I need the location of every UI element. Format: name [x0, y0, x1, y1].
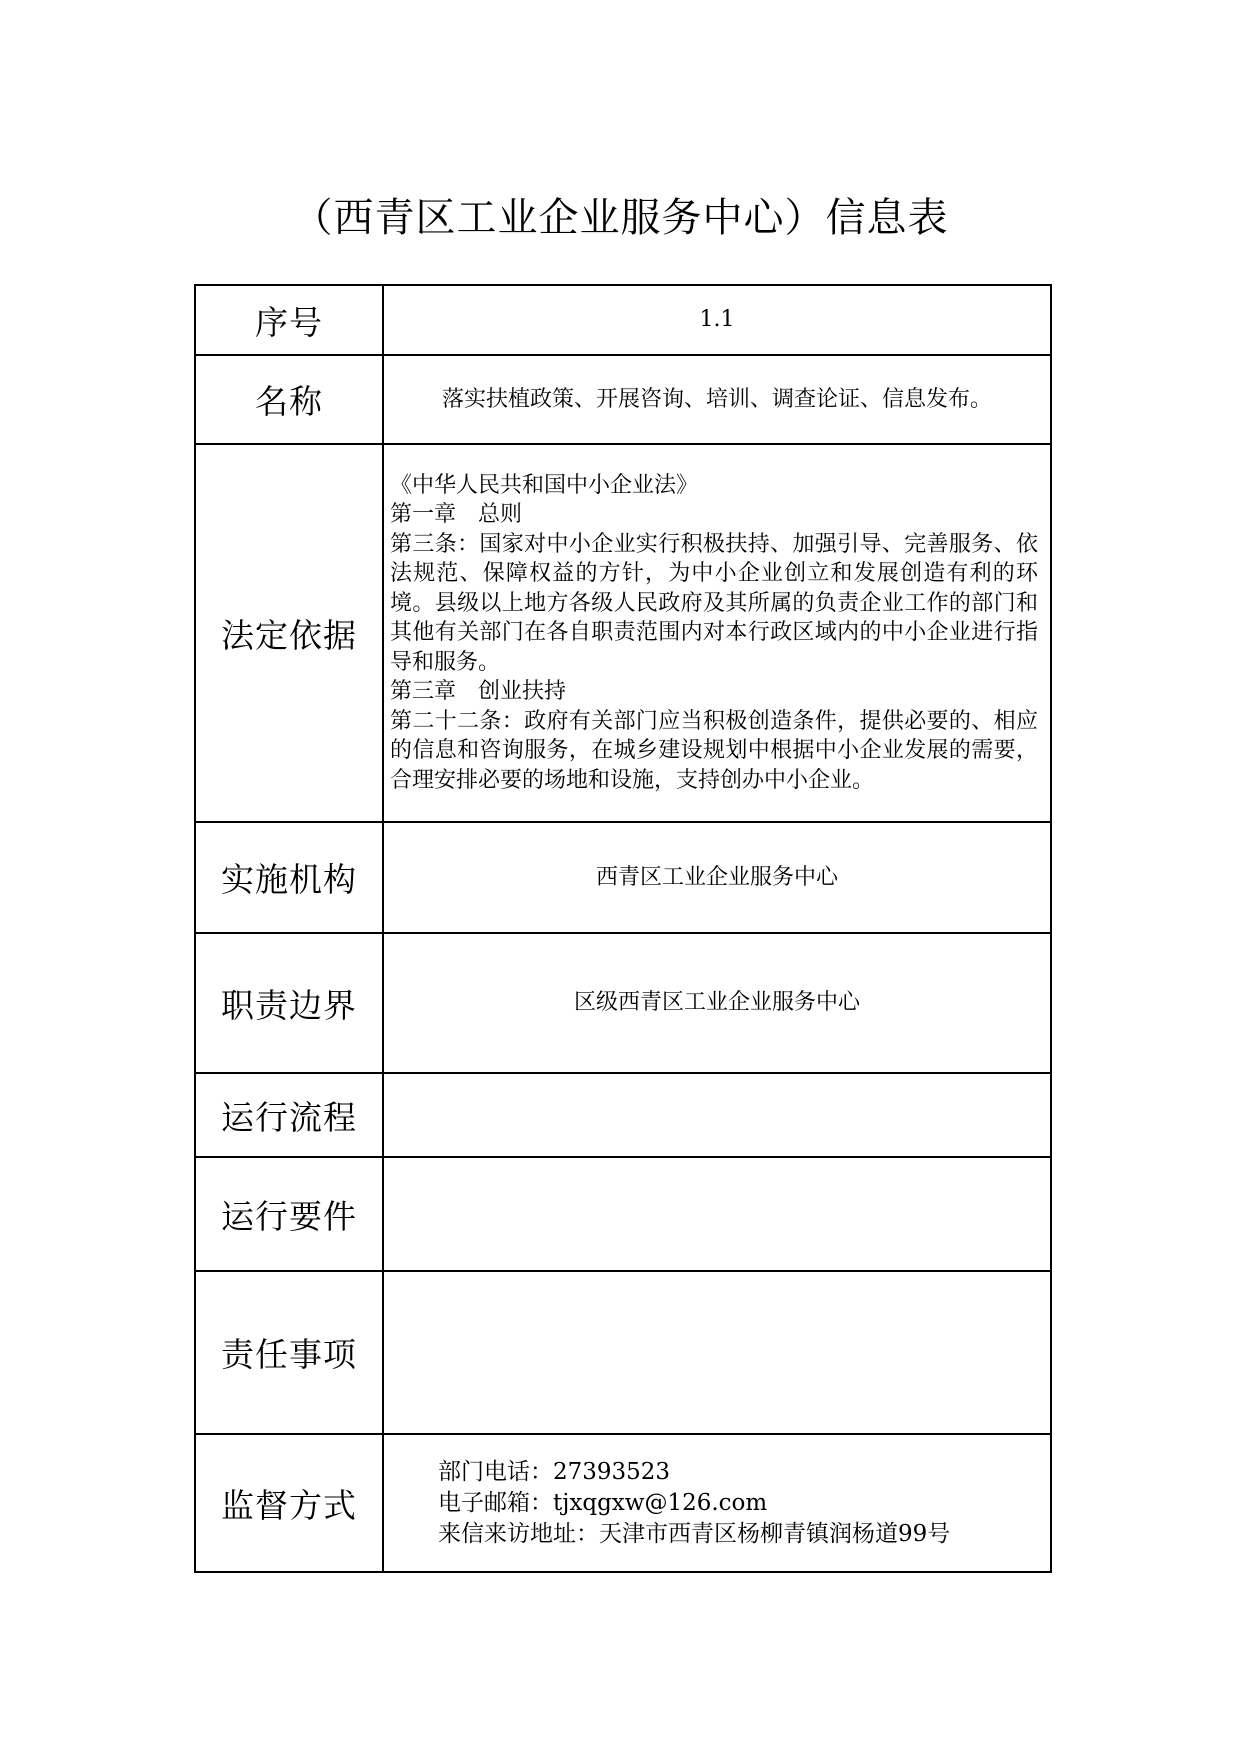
boundary-value: 区级西青区工业企业服务中心 — [383, 933, 1051, 1073]
page-title: （西青区工业企业服务中心）信息表 — [292, 195, 949, 241]
responsibility-value — [383, 1271, 1051, 1434]
row-process — [195, 1073, 1051, 1157]
row-responsibility — [195, 1271, 1051, 1434]
process-label: 运行流程 — [195, 1073, 383, 1157]
legal-basis-line: 《中华人民共和国中小企业法》 — [390, 472, 699, 498]
legal-basis-line: 第一章 总则 — [390, 502, 523, 528]
row-boundary — [195, 933, 1051, 1073]
serial-label: 序号 — [195, 285, 383, 355]
name-value: 落实扶植政策、开展咨询、培训、调查论证、信息发布。 — [383, 355, 1051, 444]
row-serial — [195, 285, 1051, 355]
boundary-label: 职责边界 — [195, 933, 383, 1073]
legal-basis-line: 第三章 创业扶持 — [390, 679, 567, 705]
legal-basis-value — [383, 444, 1051, 822]
agency-label: 实施机构 — [195, 822, 383, 933]
legal-basis-line: 第三条：国家对中小企业实行积极扶持、加强引导、完善服务、依法规范、保障权益的方针，为中小企业创立和发展创造有利的环境。县级以上地方各级人民政府及其所属的负责企业工作的部门和其他有关部门在各自职责范围内对本行政区域内的中小企业进行指导和服务。 — [390, 531, 1038, 675]
process-value — [383, 1073, 1051, 1157]
supervision-label: 监督方式 — [195, 1434, 383, 1572]
legal-basis-label: 法定依据 — [195, 444, 383, 822]
requirements-value — [383, 1157, 1051, 1271]
agency-value: 西青区工业企业服务中心 — [383, 822, 1051, 933]
requirements-label: 运行要件 — [195, 1157, 383, 1271]
name-label: 名称 — [195, 355, 383, 444]
legal-basis-line: 第二十二条：政府有关部门应当积极创造条件，提供必要的、相应的信息和咨询服务，在城乡建设规划中根据中小企业发展的需要，合理安排必要的场地和设施，支持创办中小企业。 — [390, 708, 1038, 793]
serial-value: 1.1 — [383, 285, 1051, 355]
row-legal-basis — [195, 444, 1051, 822]
responsibility-label: 责任事项 — [195, 1271, 383, 1434]
supervision-email: 电子邮箱：tjxqgxw@126.com — [438, 1489, 768, 1516]
row-agency — [195, 822, 1051, 933]
row-supervision — [195, 1434, 1051, 1572]
row-requirements — [195, 1157, 1051, 1271]
supervision-phone: 部门电话：27393523 — [438, 1458, 671, 1485]
row-name — [195, 355, 1051, 444]
supervision-value — [383, 1434, 1051, 1572]
supervision-address: 来信来访地址：天津市西青区杨柳青镇润杨道99号 — [438, 1520, 951, 1547]
info-table — [194, 284, 1052, 1573]
